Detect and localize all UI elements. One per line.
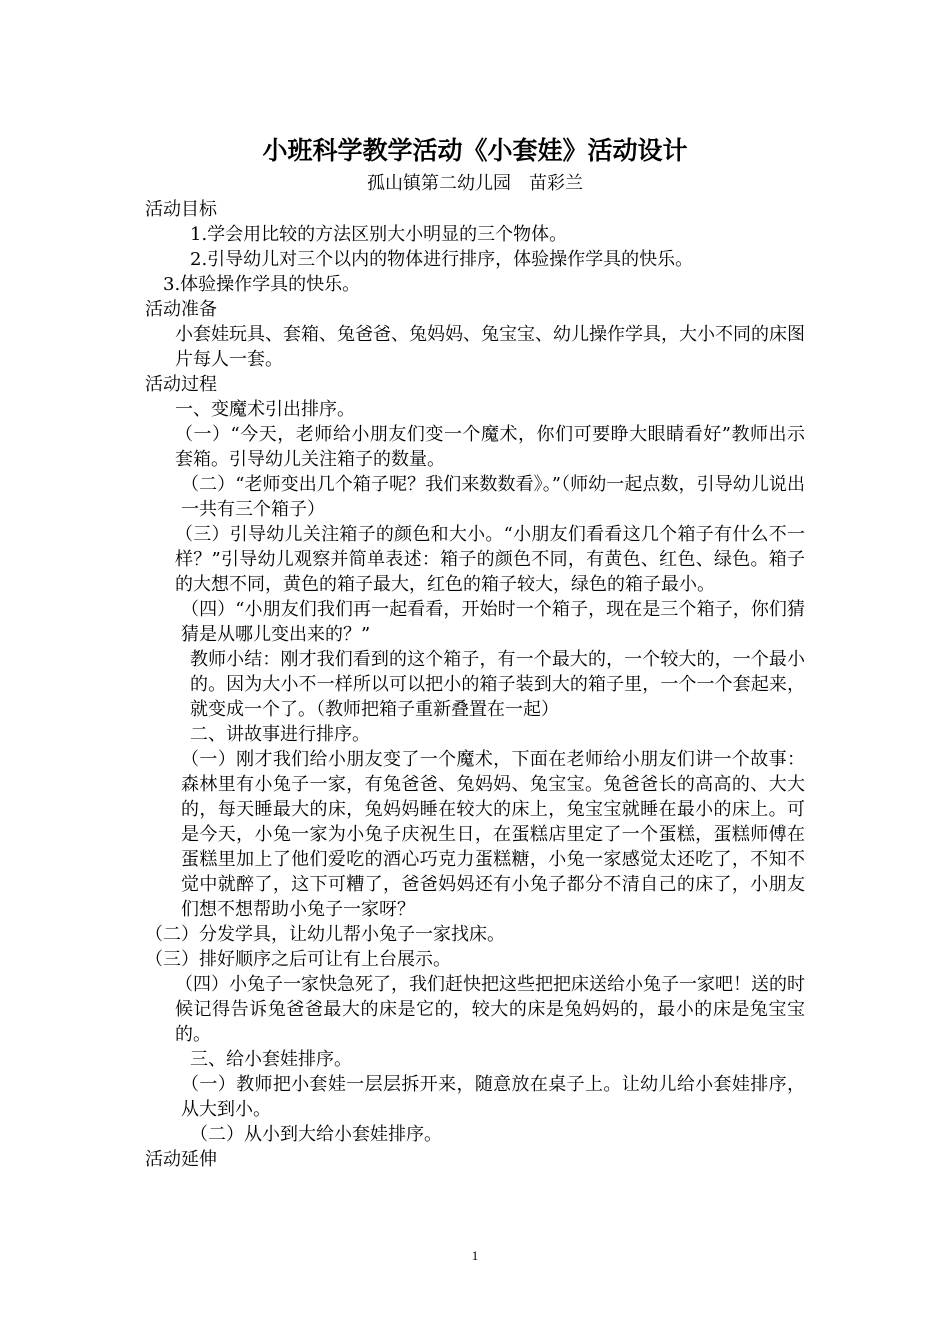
summary-paragraph: 教师小结：刚才我们看到的这个箱子，有一个最大的，一个较大的，一个最小的。因为大小不一样所以可以把小的箱子装到大的箱子里，一个一个套起来，就变成一个了。（教师把箱子重新叠置在一起） [190, 649, 805, 720]
part-heading: 三、给小套娃排序。 [190, 1049, 352, 1070]
section-heading-goals: 活动目标 [145, 199, 217, 220]
paragraph: （四）小兔子一家快急死了，我们赶快把这些把把床送给小兔子一家吧！送的时候记得告诉兔爸爸最大的床是它的，较大的床是兔妈妈的，最小的床是兔宝宝的。 [175, 974, 805, 1045]
goal-item: 3.体验操作学具的快乐。 [163, 274, 361, 295]
document-body [145, 197, 805, 1172]
author-line: 孤山镇第二幼儿园 苗彩兰 [367, 173, 583, 194]
section-heading-prep: 活动准备 [145, 299, 217, 320]
part-heading: 一、变魔术引出排序。 [175, 399, 355, 420]
part-heading: 二、讲故事进行排序。 [190, 724, 370, 745]
page-number: 1 [471, 1248, 479, 1263]
document-title: 小班科学教学活动《小套娃》活动设计 [262, 136, 688, 165]
section-heading-process: 活动过程 [145, 374, 217, 395]
paragraph: （三）排好顺序之后可让有上台展示。 [145, 949, 451, 970]
paragraph: （一）教师把小套娃一层层拆开来，随意放在桌子上。让幼儿给小套娃排序，从大到小。 [181, 1074, 805, 1120]
paragraph: （一）“今天，老师给小朋友们变一个魔术，你们可要睁大眼睛看好”教师出示套箱。引导幼儿关注箱子的数量。 [175, 424, 805, 470]
paragraph: （三）引导幼儿关注箱子的颜色和大小。“小朋友们看看这几个箱子有什么不一样？”引导幼儿观察并简单表述：箱子的颜色不同，有黄色、红色、绿色。箱子的大想不同，黄色的箱子最大，红色的箱子较大，绿色的箱子最小。 [175, 524, 805, 595]
section-heading-extension: 活动延伸 [145, 1149, 217, 1170]
prep-paragraph: 小套娃玩具、套箱、兔爸爸、兔妈妈、兔宝宝、幼儿操作学具，大小不同的床图片每人一套。 [175, 324, 805, 370]
paragraph: （四）“小朋友们我们再一起看看，开始时一个箱子，现在是三个箱子，你们猜猜是从哪儿变出来的？” [181, 599, 805, 645]
paragraph: （二）分发学具，让幼儿帮小兔子一家找床。 [145, 924, 505, 945]
story-paragraph: （一）刚才我们给小朋友变了一个魔术，下面在老师给小朋友们讲一个故事：森林里有小兔子一家，有兔爸爸、兔妈妈、兔宝宝。兔爸爸长的高高的、大大的，每天睡最大的床，兔妈妈睡在较大的床上，兔宝宝就睡在最小的床上。可是今天，小兔一家为小兔子庆祝生日，在蛋糕店里定了一个蛋糕，蛋糕师傅在蛋糕里加上了他们爱吃的酒心巧克力蛋糕糖，小兔一家感觉太还吃了，不知不觉中就醉了，这下可糟了，爸爸妈妈还有小兔子都分不清自己的床了，小朋友们想不想帮助小兔子一家呀？ [181, 749, 805, 920]
paragraph: （二）从小到大给小套娃排序。 [190, 1124, 442, 1145]
goal-item: 2.引导幼儿对三个以内的物体进行排序，体验操作学具的快乐。 [190, 249, 694, 270]
goal-item: 1.学会用比较的方法区别大小明显的三个物体。 [190, 224, 568, 245]
paragraph: （二）“老师变出几个箱子呢？我们来数数看》。”（师幼一起点数，引导幼儿说出一共有三个箱子） [181, 474, 805, 520]
